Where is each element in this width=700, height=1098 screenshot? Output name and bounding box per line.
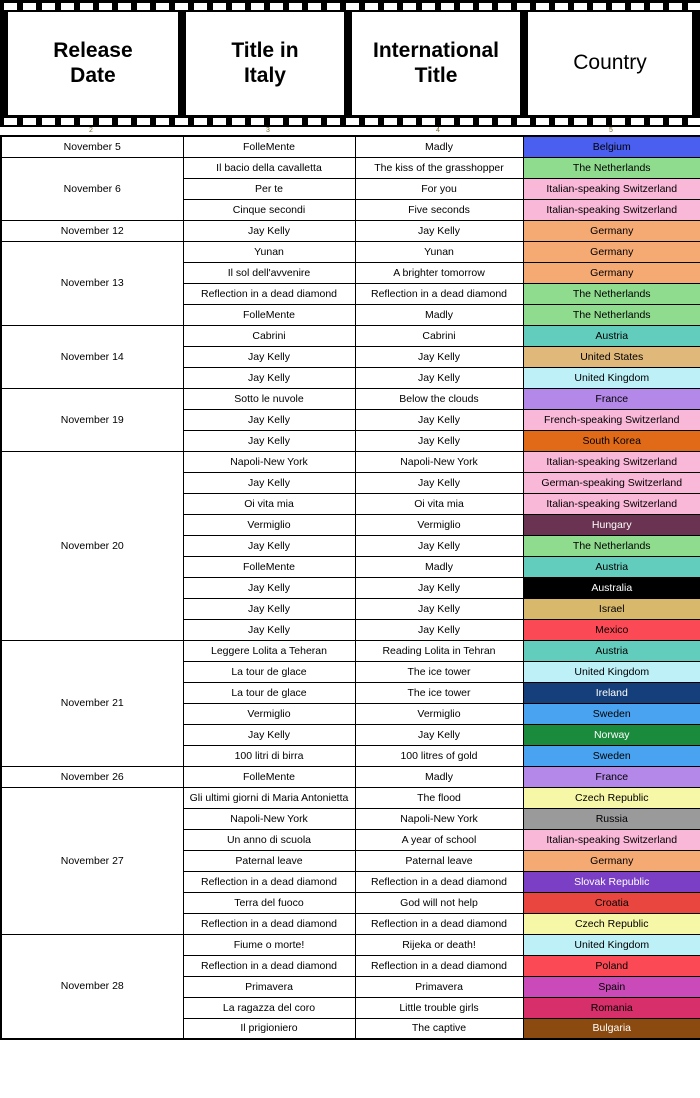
international-title-cell: Vermiglio [355, 514, 523, 535]
sprocket-hole [460, 118, 473, 125]
sprocket-hole [175, 3, 188, 10]
sprocket-hole [194, 3, 207, 10]
title-italy-cell: Terra del fuoco [183, 892, 355, 913]
country-cell: Italian-speaking Switzerland [523, 451, 700, 472]
sprocket-hole [194, 118, 207, 125]
title-italy-cell: Paternal leave [183, 850, 355, 871]
international-title-cell: A brighter tomorrow [355, 262, 523, 283]
table-row [1, 388, 700, 409]
international-title-cell: The kiss of the grasshopper [355, 157, 523, 178]
title-italy-cell: Jay Kelly [183, 346, 355, 367]
sprocket-hole [574, 3, 587, 10]
international-title-cell: Yunan [355, 241, 523, 262]
international-title-cell: Jay Kelly [355, 409, 523, 430]
sprocket-hole [384, 3, 397, 10]
sprocket-hole [460, 3, 473, 10]
sprocket-hole [289, 118, 302, 125]
header-frame-title-italy [186, 12, 344, 115]
releases-table [0, 135, 700, 1040]
international-title-cell: For you [355, 178, 523, 199]
sprocket-hole [270, 3, 283, 10]
sprocket-hole [517, 118, 530, 125]
country-cell: German-speaking Switzerland [523, 472, 700, 493]
sprocket-hole [156, 3, 169, 10]
international-title-cell: God will not help [355, 892, 523, 913]
release-date-cell: November 19 [1, 388, 183, 451]
international-title-cell: Madly [355, 136, 523, 157]
sprocket-hole [251, 3, 264, 10]
country-cell: Mexico [523, 619, 700, 640]
international-title-cell: Napoli-New York [355, 808, 523, 829]
sprocket-row-top [0, 0, 700, 12]
sprocket-hole [308, 3, 321, 10]
sprocket-hole [61, 118, 74, 125]
country-cell: Bulgaria [523, 1018, 700, 1039]
international-title-cell: Oi vita mia [355, 493, 523, 514]
sprocket-hole [213, 118, 226, 125]
sprocket-hole [42, 3, 55, 10]
sprocket-hole [346, 118, 359, 125]
title-italy-cell: Vermiglio [183, 514, 355, 535]
sprocket-hole [593, 3, 606, 10]
international-title-cell: Jay Kelly [355, 724, 523, 745]
country-cell: Poland [523, 955, 700, 976]
title-italy-cell: La tour de glace [183, 682, 355, 703]
sprocket-hole [669, 3, 682, 10]
sprocket-hole [365, 3, 378, 10]
column-number-4: 4 [436, 127, 440, 134]
table-row [1, 157, 700, 178]
sprocket-hole [574, 118, 587, 125]
title-italy-cell: FolleMente [183, 556, 355, 577]
title-italy-cell: Per te [183, 178, 355, 199]
title-italy-cell: Oi vita mia [183, 493, 355, 514]
title-italy-cell: Il prigioniero [183, 1018, 355, 1039]
sprocket-hole [403, 118, 416, 125]
country-cell: United States [523, 346, 700, 367]
country-cell: Ireland [523, 682, 700, 703]
sprocket-hole [555, 3, 568, 10]
table-row [1, 136, 700, 157]
sprocket-hole [99, 118, 112, 125]
sprocket-hole [612, 118, 625, 125]
title-italy-cell: Jay Kelly [183, 409, 355, 430]
international-title-cell: Vermiglio [355, 703, 523, 724]
sprocket-hole [555, 118, 568, 125]
international-title-cell: Jay Kelly [355, 220, 523, 241]
country-cell: French-speaking Switzerland [523, 409, 700, 430]
release-date-cell: November 6 [1, 157, 183, 220]
sprocket-hole [251, 118, 264, 125]
country-cell: Germany [523, 850, 700, 871]
table-row [1, 766, 700, 787]
title-italy-cell: Jay Kelly [183, 619, 355, 640]
international-title-cell: Paternal leave [355, 850, 523, 871]
country-cell: Czech Republic [523, 787, 700, 808]
sprocket-hole [498, 3, 511, 10]
country-cell: Austria [523, 640, 700, 661]
sprocket-hole [23, 118, 36, 125]
title-italy-cell: Primavera [183, 976, 355, 997]
title-italy-cell: Jay Kelly [183, 598, 355, 619]
sprocket-hole [118, 3, 131, 10]
sprocket-hole [213, 3, 226, 10]
table-row [1, 220, 700, 241]
sprocket-hole [308, 118, 321, 125]
country-cell: Italian-speaking Switzerland [523, 493, 700, 514]
sprocket-hole [631, 3, 644, 10]
column-number-5: 5 [609, 127, 613, 134]
sprocket-hole [4, 3, 17, 10]
country-cell: The Netherlands [523, 304, 700, 325]
release-date-cell: November 14 [1, 325, 183, 388]
header-label-title-italy: Title in Italy [231, 39, 299, 87]
country-cell: Russia [523, 808, 700, 829]
international-title-cell: Jay Kelly [355, 535, 523, 556]
country-cell: Germany [523, 220, 700, 241]
title-italy-cell: Jay Kelly [183, 220, 355, 241]
international-title-cell: Jay Kelly [355, 430, 523, 451]
country-cell: Romania [523, 997, 700, 1018]
sprocket-hole [612, 3, 625, 10]
country-cell: Israel [523, 598, 700, 619]
international-title-cell: The flood [355, 787, 523, 808]
country-cell: Czech Republic [523, 913, 700, 934]
country-cell: Spain [523, 976, 700, 997]
table-row [1, 787, 700, 808]
sprocket-hole [479, 118, 492, 125]
country-cell: United Kingdom [523, 661, 700, 682]
country-cell: Croatia [523, 892, 700, 913]
international-title-cell: Reflection in a dead diamond [355, 913, 523, 934]
title-italy-cell: Jay Kelly [183, 535, 355, 556]
international-title-cell: Reading Lolita in Tehran [355, 640, 523, 661]
sprocket-hole [327, 3, 340, 10]
release-date-cell: November 5 [1, 136, 183, 157]
international-title-cell: The ice tower [355, 682, 523, 703]
international-title-cell: Jay Kelly [355, 619, 523, 640]
sprocket-hole [80, 118, 93, 125]
table-row [1, 325, 700, 346]
sprocket-hole [441, 118, 454, 125]
sprocket-hole [23, 3, 36, 10]
title-italy-cell: Reflection in a dead diamond [183, 283, 355, 304]
header-label-release-date: Release Date [53, 39, 133, 87]
country-cell: Hungary [523, 514, 700, 535]
header-label-country: Country [573, 51, 647, 75]
country-cell: Italian-speaking Switzerland [523, 829, 700, 850]
title-italy-cell: Cabrini [183, 325, 355, 346]
title-italy-cell: Napoli-New York [183, 451, 355, 472]
sprocket-hole [688, 118, 700, 125]
sprocket-hole [422, 3, 435, 10]
international-title-cell: A year of school [355, 829, 523, 850]
release-date-cell: November 27 [1, 787, 183, 934]
sprocket-hole [384, 118, 397, 125]
release-date-cell: November 26 [1, 766, 183, 787]
sprocket-hole [42, 118, 55, 125]
international-title-cell: The ice tower [355, 661, 523, 682]
title-italy-cell: Jay Kelly [183, 367, 355, 388]
filmstrip-header [0, 0, 700, 127]
header-frame-release-date [8, 12, 178, 115]
country-cell: France [523, 766, 700, 787]
title-italy-cell: 100 litri di birra [183, 745, 355, 766]
country-cell: United Kingdom [523, 934, 700, 955]
title-italy-cell: La tour de glace [183, 661, 355, 682]
international-title-cell: Jay Kelly [355, 367, 523, 388]
title-italy-cell: Jay Kelly [183, 430, 355, 451]
international-title-cell: Rijeka or death! [355, 934, 523, 955]
table-row [1, 934, 700, 955]
international-title-cell: Little trouble girls [355, 997, 523, 1018]
international-title-cell: Jay Kelly [355, 472, 523, 493]
international-title-cell: Jay Kelly [355, 577, 523, 598]
sprocket-hole [137, 118, 150, 125]
table-row [1, 640, 700, 661]
title-italy-cell: Napoli-New York [183, 808, 355, 829]
sprocket-hole [669, 118, 682, 125]
title-italy-cell: Vermiglio [183, 703, 355, 724]
international-title-cell: Reflection in a dead diamond [355, 283, 523, 304]
sprocket-hole [289, 3, 302, 10]
country-cell: Italian-speaking Switzerland [523, 199, 700, 220]
country-cell: Sweden [523, 745, 700, 766]
title-italy-cell: Il bacio della cavalletta [183, 157, 355, 178]
international-title-cell: Madly [355, 304, 523, 325]
title-italy-cell: Reflection in a dead diamond [183, 913, 355, 934]
country-cell: Sweden [523, 703, 700, 724]
international-title-cell: Madly [355, 766, 523, 787]
title-italy-cell: La ragazza del coro [183, 997, 355, 1018]
country-cell: Austria [523, 556, 700, 577]
international-title-cell: Madly [355, 556, 523, 577]
sprocket-hole [118, 118, 131, 125]
sprocket-hole [650, 3, 663, 10]
title-italy-cell: Gli ultimi giorni di Maria Antonietta [183, 787, 355, 808]
title-italy-cell: Fiume o morte! [183, 934, 355, 955]
title-italy-cell: FolleMente [183, 136, 355, 157]
international-title-cell: 100 litres of gold [355, 745, 523, 766]
release-date-cell: November 20 [1, 451, 183, 640]
title-italy-cell: Cinque secondi [183, 199, 355, 220]
international-title-cell: The captive [355, 1018, 523, 1039]
header-label-international-title: International Title [373, 39, 500, 87]
country-cell: The Netherlands [523, 283, 700, 304]
sprocket-hole [650, 118, 663, 125]
sprocket-hole [422, 118, 435, 125]
release-date-cell: November 12 [1, 220, 183, 241]
international-title-cell: Jay Kelly [355, 598, 523, 619]
title-italy-cell: FolleMente [183, 766, 355, 787]
country-cell: The Netherlands [523, 157, 700, 178]
sprocket-hole [99, 3, 112, 10]
title-italy-cell: Il sol dell'avvenire [183, 262, 355, 283]
international-title-cell: Jay Kelly [355, 346, 523, 367]
country-cell: Germany [523, 241, 700, 262]
title-italy-cell: Reflection in a dead diamond [183, 871, 355, 892]
title-italy-cell: Jay Kelly [183, 472, 355, 493]
international-title-cell: Napoli-New York [355, 451, 523, 472]
sprocket-hole [175, 118, 188, 125]
international-title-cell: Five seconds [355, 199, 523, 220]
sprocket-hole [137, 3, 150, 10]
sprocket-hole [80, 3, 93, 10]
sprocket-hole [403, 3, 416, 10]
column-number-3: 3 [266, 127, 270, 134]
header-frame-country [528, 12, 692, 115]
country-cell: France [523, 388, 700, 409]
title-italy-cell: Reflection in a dead diamond [183, 955, 355, 976]
sprocket-hole [232, 3, 245, 10]
column-number-2: 2 [89, 127, 93, 134]
sprocket-hole [441, 3, 454, 10]
country-cell: South Korea [523, 430, 700, 451]
title-italy-cell: Jay Kelly [183, 724, 355, 745]
international-title-cell: Reflection in a dead diamond [355, 871, 523, 892]
title-italy-cell: Sotto le nuvole [183, 388, 355, 409]
country-cell: United Kingdom [523, 367, 700, 388]
sprocket-hole [365, 118, 378, 125]
title-italy-cell: FolleMente [183, 304, 355, 325]
country-cell: Belgium [523, 136, 700, 157]
country-cell: Slovak Republic [523, 871, 700, 892]
sprocket-hole [536, 118, 549, 125]
release-date-cell: November 13 [1, 241, 183, 325]
release-date-cell: November 28 [1, 934, 183, 1039]
country-cell: Australia [523, 577, 700, 598]
country-cell: Italian-speaking Switzerland [523, 178, 700, 199]
international-title-cell: Cabrini [355, 325, 523, 346]
sprocket-hole [479, 3, 492, 10]
sprocket-hole [688, 3, 700, 10]
sprocket-hole [327, 118, 340, 125]
title-italy-cell: Jay Kelly [183, 577, 355, 598]
country-cell: The Netherlands [523, 535, 700, 556]
sprocket-hole [517, 3, 530, 10]
international-title-cell: Primavera [355, 976, 523, 997]
sprocket-hole [4, 118, 17, 125]
table-row [1, 451, 700, 472]
sprocket-hole [346, 3, 359, 10]
country-cell: Norway [523, 724, 700, 745]
title-italy-cell: Yunan [183, 241, 355, 262]
header-frame-international-title [352, 12, 520, 115]
sprocket-hole [498, 118, 511, 125]
header-frames [0, 12, 700, 115]
sprocket-hole [232, 118, 245, 125]
sprocket-hole [156, 118, 169, 125]
sprocket-hole [61, 3, 74, 10]
sprocket-hole [536, 3, 549, 10]
sprocket-hole [270, 118, 283, 125]
release-date-cell: November 21 [1, 640, 183, 766]
sprocket-hole [631, 118, 644, 125]
international-title-cell: Reflection in a dead diamond [355, 955, 523, 976]
table-row [1, 241, 700, 262]
sprocket-hole [593, 118, 606, 125]
country-cell: Germany [523, 262, 700, 283]
international-title-cell: Below the clouds [355, 388, 523, 409]
title-italy-cell: Leggere Lolita a Teheran [183, 640, 355, 661]
column-number-row [0, 127, 700, 135]
title-italy-cell: Un anno di scuola [183, 829, 355, 850]
sprocket-row-bottom [0, 115, 700, 127]
country-cell: Austria [523, 325, 700, 346]
